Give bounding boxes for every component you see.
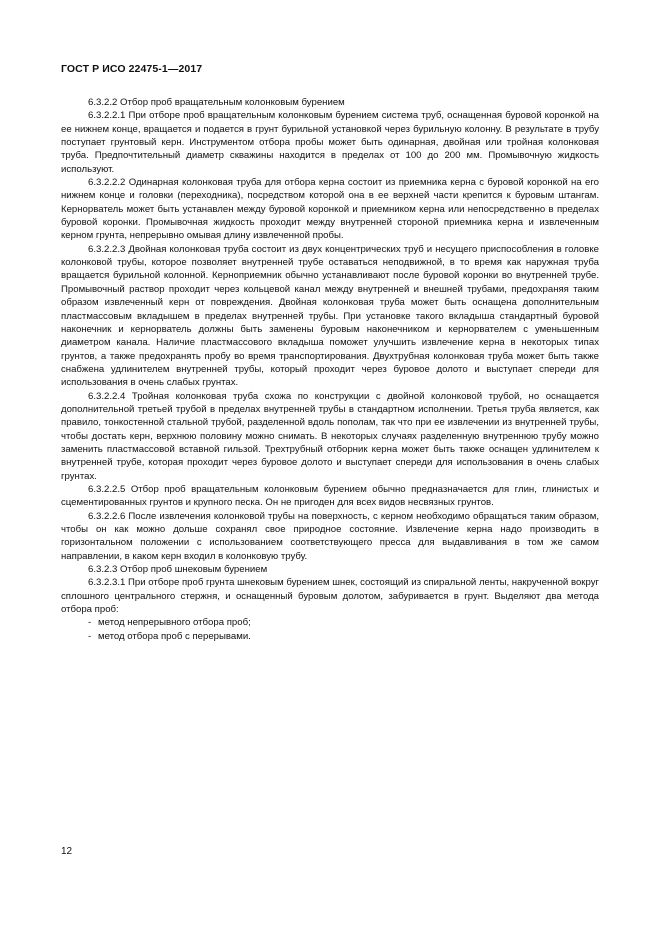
list-item-text: метод непрерывного отбора проб; xyxy=(98,617,251,629)
sampling-methods-list xyxy=(61,616,599,643)
list-item xyxy=(61,630,599,643)
paragraph-6-3-2-2-2: 6.3.2.2.2 Одинарная колонковая труба для отбора керна состоит из приемника керна с буровой коронкой на его нижнем конце и головки (переходника), посредством которой она в ее верхней части крепится к буровым штангам. Кернорватель может быть устанавлен между буровой коронкой и приемником керна или непосредственно в пределах буровой коронки. Промывочная жидкость проходит между внутренней стороной приемника керна и извлеченным керном грунта, непрерывно омывая длину извлеченной пробы. xyxy=(61,177,599,242)
paragraph-6-3-2-2-6: 6.3.2.2.6 После извлечения колонковой трубы на поверхность, с керном необходимо обращаться таким образом, чтобы он как можно дольше сохранял свое природное состояние. Извлечение керна надо производить в горизонтальном положении с использованием соответствующего пресса для выдавливания в том же самом направлении, в каком керн входил в колонковую трубу. xyxy=(61,510,599,562)
paragraph-6-3-2-2-4: 6.3.2.2.4 Тройная колонковая труба схожа по конструкции с двойной колонковой трубой, но оснащается дополнительной третьей трубой в пределах внутренней трубы в стандартном исполнении. Третья труба является, как правило, тонкостенной стальной трубой, разделенной вдоль пополам, так что при ее извлечении из внутренней трубы, чтобы достать керн, верхнюю половину можно снимать. В некоторых случаях разделенную внутреннюю трубу можно заменить пластмассовой вставной гильзой. Трехтрубный отборник керна может быть также оснащен удлинителем к внутренней трубе, которая проходит через буровое долото и выступает спереди для использования в очень слабых грунтах. xyxy=(61,390,599,482)
paragraph-6-3-2-2-1: 6.3.2.2.1 При отборе проб вращательным колонковым бурением система труб, оснащенная буровой коронкой на ее нижнем конце, вращается и подается в грунт бурильной установкой через бурильную колонну. В результате в трубу поступает грунтовый керн. Инструментом отбора пробы может быть одинарная, двойная или тройная колонковая труба. Предпочтительный диаметр скважины находится в пределах от 100 до 200 мм. Промывочную жидкость используют. xyxy=(61,110,599,175)
document-header: ГОСТ Р ИСО 22475-1—2017 xyxy=(61,63,203,75)
list-item xyxy=(61,616,599,629)
paragraph-6-3-2-2-3: 6.3.2.2.3 Двойная колонковая труба состоит из двух концентрических труб и несущего приспособления в головке колонковой трубы, которое позволяет внутренней трубе оставаться неподвижной, в то время как наружная труба вращается бурильной колонной. Керноприемник обычно устанавливают после буровой коронки во внутренней трубе. Промывочный раствор проходит через кольцевой канал между внутренней и внешней трубами, предохраняя таким образом извлеченный керн от повреждения. Двойная колонковая труба может быть оснащена дополнительным пластмассовым вкладышем в пределах внутренней трубы. При установке такого вкладыша стандартный буровой наконечник и кернорватель должны быть заменены буровым наконечником и кернорвателем с уменьшенным диаметром канала. Наличие пластмассового вкладыша поможет улучшить извлечение керна в некоторых типах грунтов, а также предохранять пробу во время транспортирования. Двухтрубная колонковая труба может быть также снабжена удлинителем внутренней трубы, который проходит через буровое долото и выступает спереди для использования в очень слабых грунтах. xyxy=(61,243,599,389)
section-heading-6-3-2-2: 6.3.2.2 Отбор проб вращательным колонковым бурением xyxy=(88,97,345,108)
list-marker: - xyxy=(88,630,92,642)
paragraph-6-3-2-2-5: 6.3.2.2.5 Отбор проб вращательным колонковым бурением обычно предназначается для глин, глинистых и сцементированных грунтов и крупного песка. Он не пригоден для всех видов несвязных грунтов. xyxy=(61,483,599,509)
list-item-text: метод отбора проб с перерывами. xyxy=(98,630,251,642)
page-number: 12 xyxy=(61,846,73,857)
paragraph-6-3-2-3-1: 6.3.2.3.1 При отборе проб грунта шнековым бурением шнек, состоящий из спиральной ленты, накрученной вокруг сплошного центрального стержня, и оснащенный буровым долотом, забуривается в грунт. Выделяют два метода отбора проб: xyxy=(61,577,599,616)
list-marker: - xyxy=(88,617,92,629)
section-heading-6-3-2-3: 6.3.2.3 Отбор проб шнековым бурением xyxy=(88,564,268,576)
page-body xyxy=(61,96,599,643)
